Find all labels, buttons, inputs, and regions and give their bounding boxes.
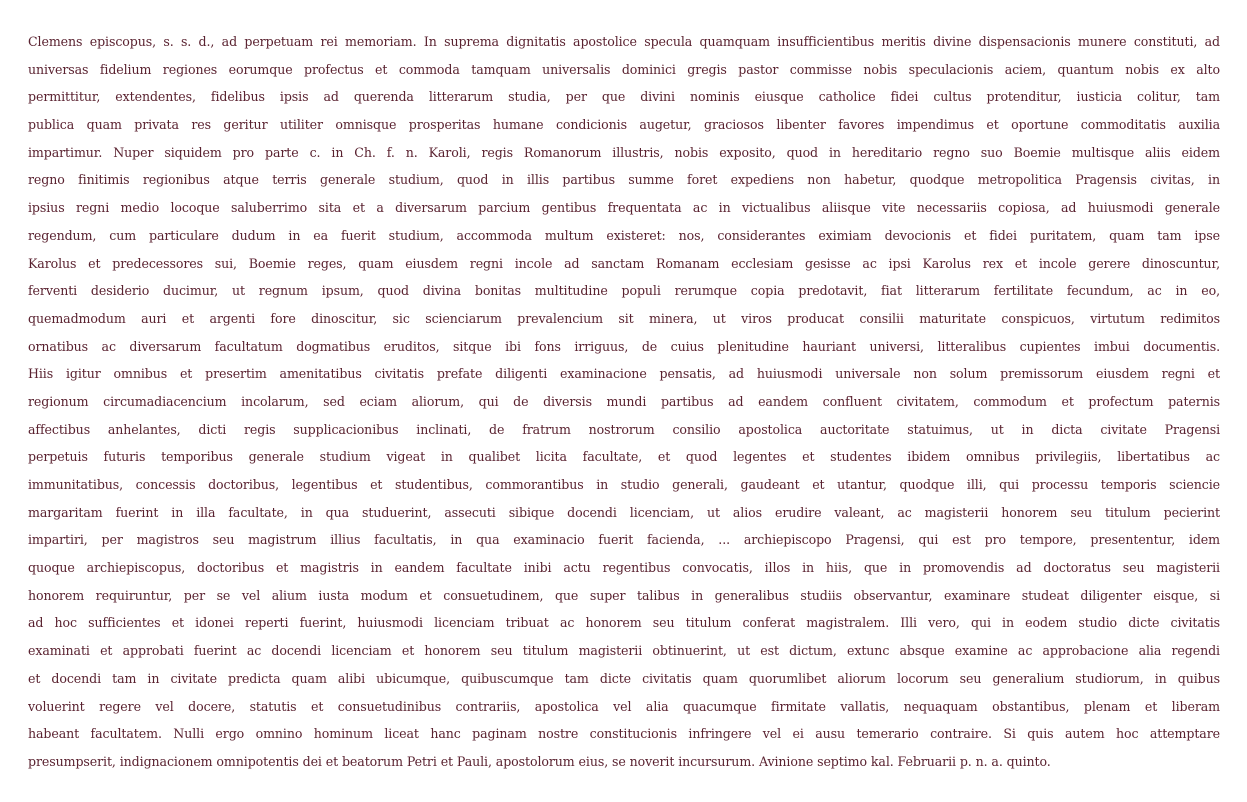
text-line-1: Clemens episcopus, s. s. d., ad perpetuam rei memoriam. In suprema dignitatis apostolice specula quamquam insufficientibus meritis divine dispensacionis munere constituti, ad — [28, 34, 1220, 49]
text-line-8: regendum, cum particulare dudum in ea fuerit studium, accommoda multum existeret: nos, considerantes eximiam devocionis et fidei puritatem, quam tam ipse — [28, 227, 1220, 243]
text-line-19: impartiri, per magistros seu magistrum illius facultatis, in qua examinacio fuerit facienda, ... archiepiscopo Pragensi, qui est pro tempore, presententur, idem — [28, 532, 1220, 548]
text-line-21: honorem requiruntur, per se vel alium iusta modum et consuetudinem, que super talibus in generalibus studiis observantur, examinare studeat diligenter eisque, si — [28, 587, 1220, 603]
text-line-3: permittitur, extendentes, fidelibus ipsis ad querenda litterarum studia, per que divini nominis eiusque catholice fidei cultus protenditur, iusticia colitur, tam — [28, 89, 1220, 105]
text-line-6: regno finitimis regionibus atque terris generale studium, quod in illis partibus summe foret expediens non habetur, quodque metropolitica Pragensis civitas, in — [28, 172, 1220, 188]
text-line-10: ferventi desiderio ducimur, ut regnum ipsum, quod divina bonitas multitudine populi rerumque copia predotavit, fiat litterarum fertilitate fecundum, ac in eo, — [28, 283, 1220, 299]
text-line-13: Hiis igitur omnibus et presertim amenitatibus civitatis prefate diligenti examinacione pensatis, ad huiusmodi universale non solum premissorum eiusdem regni et — [28, 366, 1220, 382]
text-line-14: regionum circumadiacencium incolarum, sed eciam aliorum, qui de diversis mundi partibus ad eandem confluent civitatem, commodum et profectum paternis — [28, 393, 1220, 409]
text-line-24: et docendi tam in civitate predicta quam alibi ubicumque, quibuscumque tam dicte civitatis quam quorumlibet aliorum locorum seu generalium studiorum, in quibus — [28, 670, 1220, 686]
text-line-5: impartimur. Nuper siquidem pro parte c. in Ch. f. n. Karoli, regis Romanorum illustris, nobis exposito, quod in hereditario regno suo Boemie multisque aliis eidem — [28, 144, 1220, 160]
text-line-12: ornatibus ac diversarum facultatum dogmatibus eruditos, sitque ibi fons irriguus, de cuius plenitudine hauriant universi, litteralibus cupientes imbui documentis. — [28, 338, 1220, 354]
text-line-20: quoque archiepiscopus, doctoribus et magistris in eandem facultate inibi actu regentibus convocatis, illos in hiis, que in promovendis ad doctoratus seu magisterii — [28, 560, 1220, 576]
text-line-17: immunitatibus, concessis doctoribus, legentibus et studentibus, commorantibus in studio generali, gaudeant et utantur, quodque illi, qui processu temporis sciencie — [28, 477, 1220, 492]
text-line-9: Karolus et predecessores sui, Boemie reges, quam eiusdem regni incole ad sanctam Romanam ecclesiam gesisse ac ipsi Karolus rex et incole gerere dinoscuntur, — [28, 255, 1220, 271]
text-line-25: voluerint regere vel docere, statutis et consuetudinibus contrariis, apostolica vel alia quacumque firmitate vallatis, nequaquam obstantibus, plenam et liberam — [28, 698, 1220, 714]
text-line-16: perpetuis futuris temporibus generale studium vigeat in qualibet licita facultate, et quod legentes et studentes ibidem omnibus privilegiis, libertatibus ac — [28, 449, 1220, 465]
charter-text — [28, 28, 1220, 776]
text-line-11: quemadmodum auri et argenti fore dinoscitur, sic scienciarum prevalencium sit minera, ut viros producat consilii maturitate conspicuos, virtutum redimitos — [28, 310, 1220, 326]
text-line-18: margaritam fuerint in illa facultate, in qua studuerint, assecuti sibique docendi licenciam, ut alios erudire valeant, ac magisterii honorem seu titulum pecierint — [28, 504, 1220, 520]
text-line-7: ipsius regni medio locoque saluberrimo sita et a diversarum parcium gentibus frequentata ac in victualibus aliisque vite necessariis copiosa, ad huiusmodi generale — [28, 200, 1220, 216]
text-line-27: presumpserit, indignacionem omnipotentis dei et beatorum Petri et Pauli, apostolorum eius, se noverit incursurum. Avinione septimo kal. Februarii p. n. a. quinto. — [28, 753, 1051, 769]
text-line-22: ad hoc sufficientes et idonei reperti fuerint, huiusmodi licenciam tribuat ac honorem seu titulum conferat magistralem. Illi vero, qui in eodem studio dicte civitatis — [28, 615, 1220, 631]
text-line-26: habeant facultatem. Nulli ergo omnino hominum liceat hanc paginam nostre constitucionis infringere vel ei ausu temerario contraire. Si quis autem hoc attemptare — [28, 726, 1220, 742]
text-line-15: affectibus anhelantes, dicti regis supplicacionibus inclinati, de fratrum nostrorum consilio apostolica auctoritate statuimus, ut in dicta civitate Pragensi — [28, 421, 1220, 437]
text-line-23: examinati et approbati fuerint ac docendi licenciam et honorem seu titulum magisterii obtinuerint, ut est dictum, extunc absque examine ac approbacione alia regendi — [28, 643, 1220, 659]
text-line-4: publica quam privata res geritur utiliter omnisque prosperitas humane condicionis augetur, graciosos libenter favores impendimus et oportune commoditatis auxilia — [28, 117, 1220, 133]
text-line-2: universas fidelium regiones eorumque profectus et commoda tamquam universalis dominici gregis pastor commisse nobis speculacionis aciem, quantum nobis ex alto — [28, 61, 1220, 77]
